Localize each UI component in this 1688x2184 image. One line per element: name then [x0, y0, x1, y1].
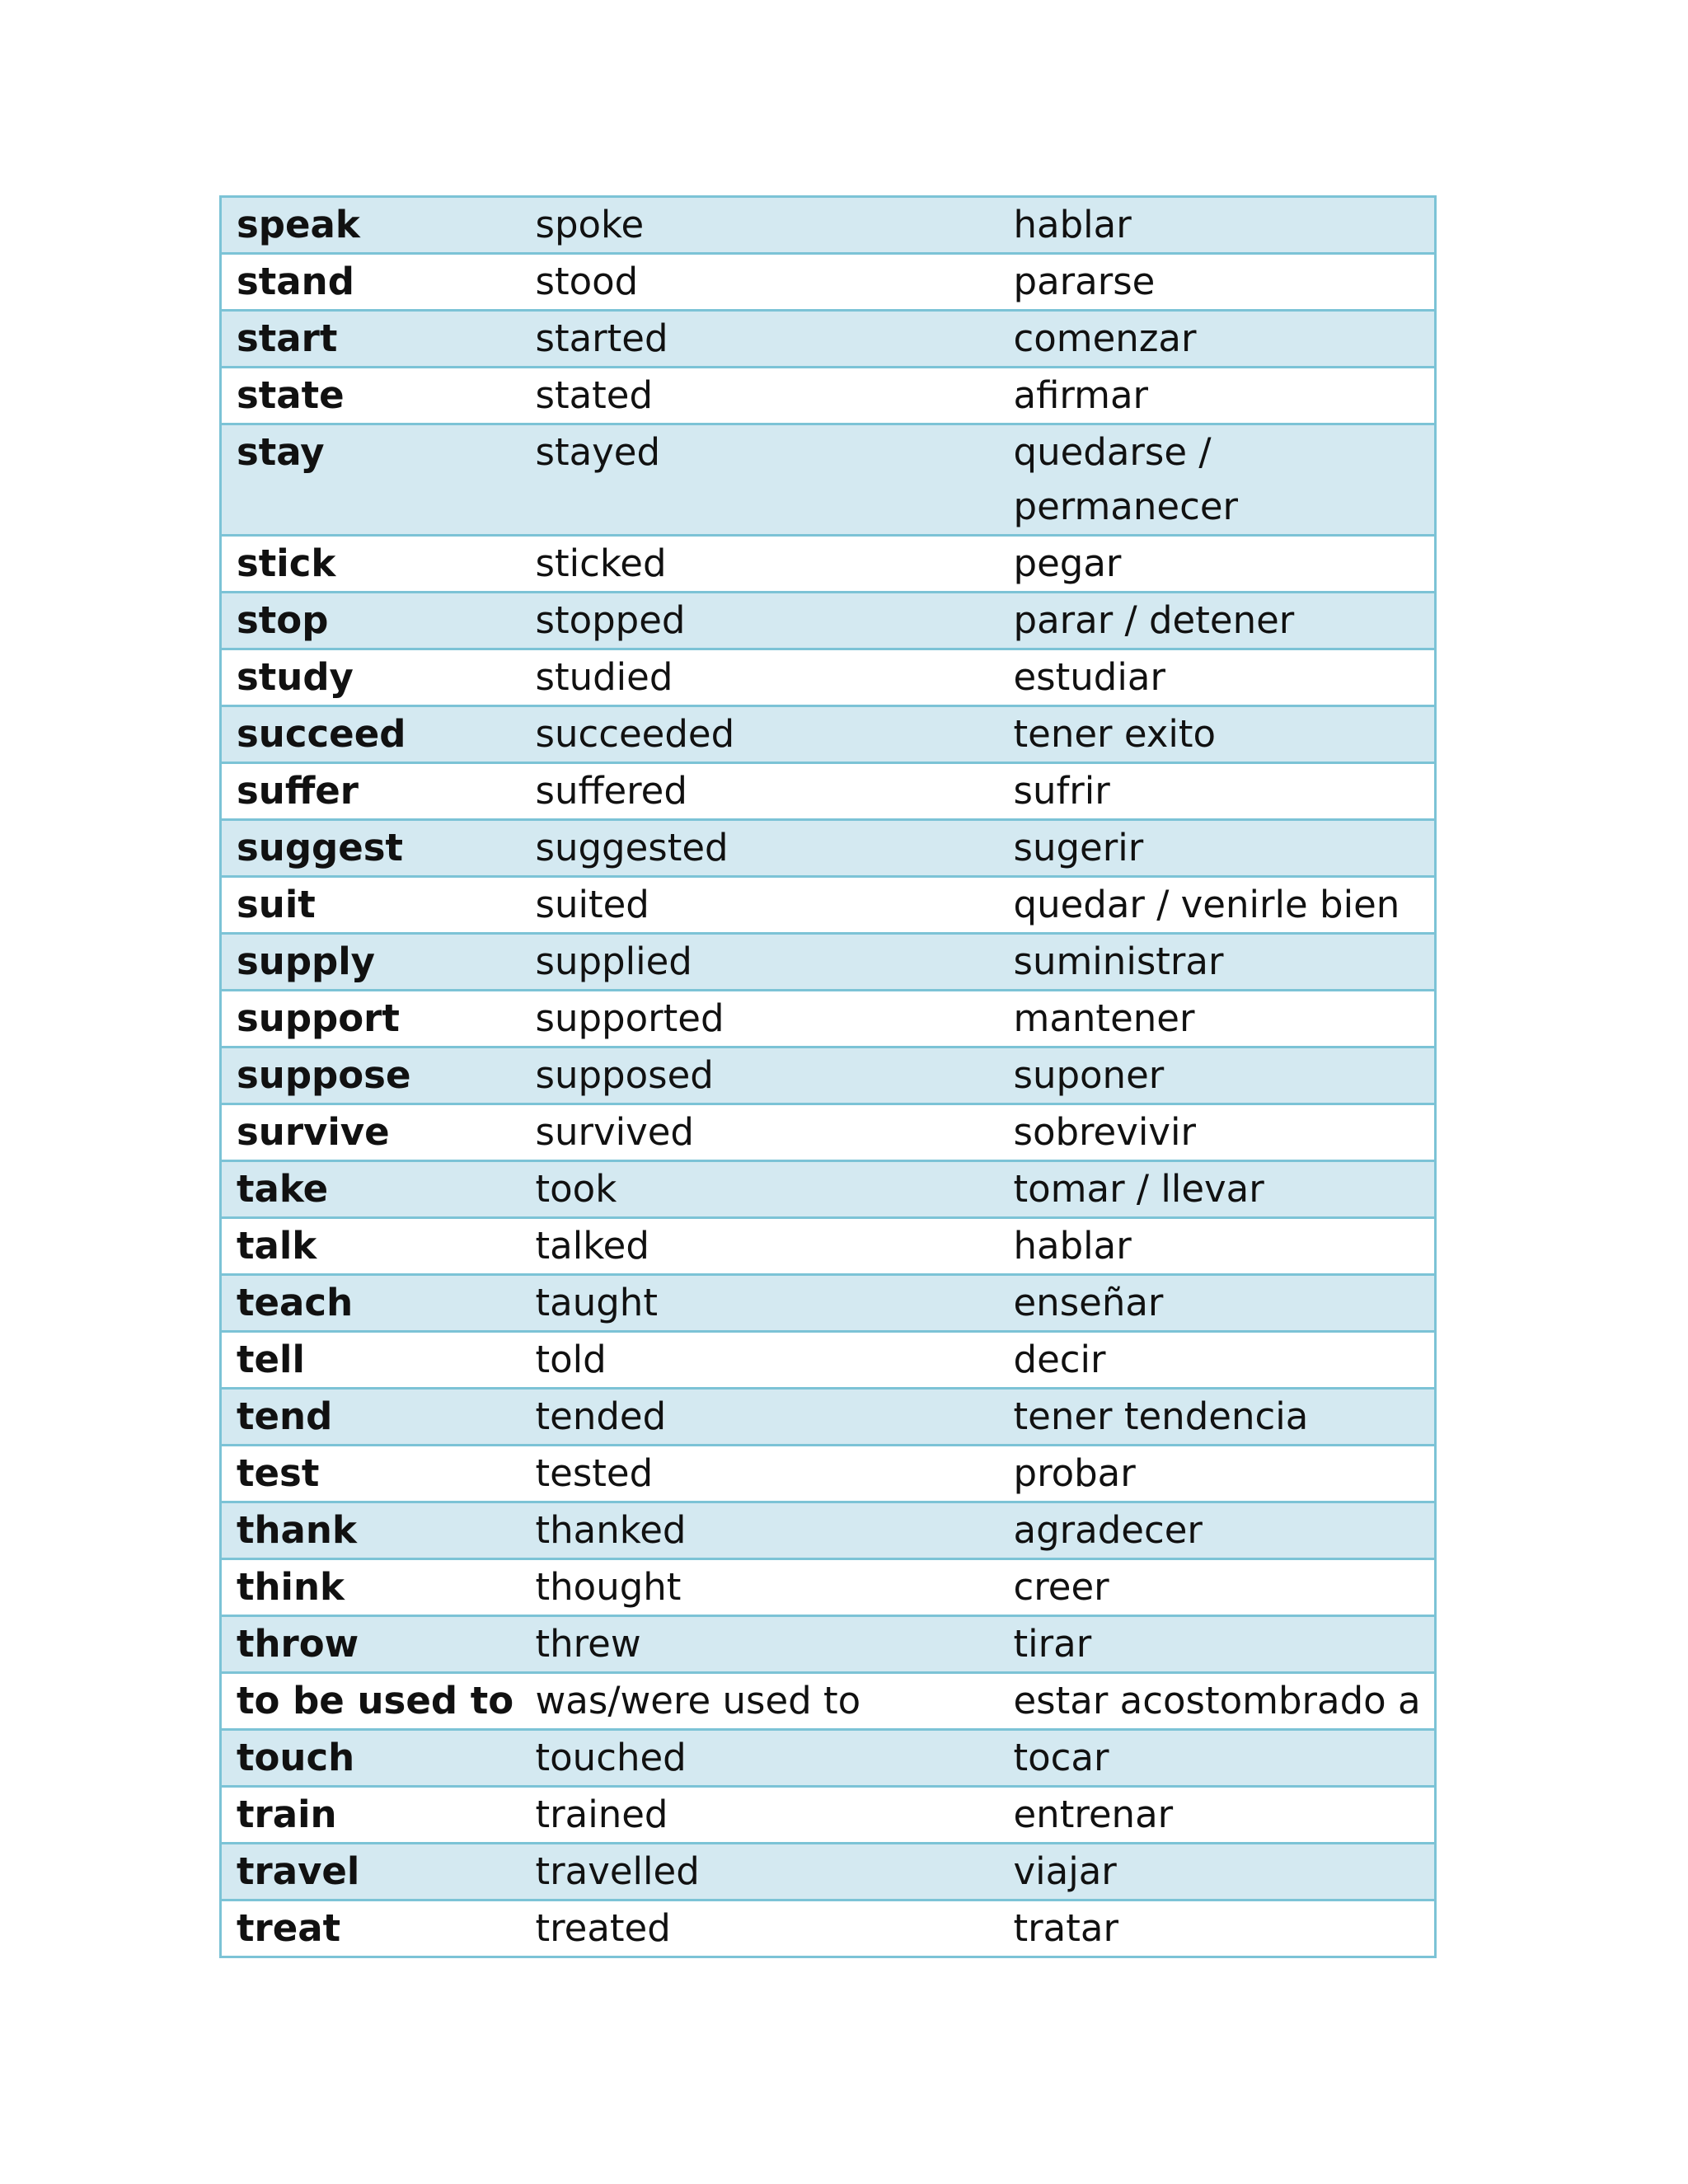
cell-base-verb: think: [221, 1559, 521, 1616]
table-row: [221, 1502, 1436, 1559]
cell-base-verb: test: [221, 1446, 521, 1502]
table-row: [221, 1900, 1436, 1957]
table-row: [221, 197, 1436, 254]
cell-past-tense: supposed: [521, 1047, 999, 1104]
cell-past-tense: suited: [521, 877, 999, 934]
cell-past-tense: stood: [521, 254, 999, 311]
cell-spanish-translation: parar / detener: [999, 593, 1436, 649]
table-row: [221, 254, 1436, 311]
cell-spanish-translation: entrenar: [999, 1787, 1436, 1844]
cell-spanish-translation: sufrir: [999, 763, 1436, 820]
table-row: [221, 1730, 1436, 1787]
cell-spanish-translation: enseñar: [999, 1275, 1436, 1332]
cell-past-tense: suggested: [521, 820, 999, 877]
table-row: [221, 1616, 1436, 1673]
cell-spanish-translation: mantener: [999, 991, 1436, 1047]
cell-spanish-translation: decir: [999, 1332, 1436, 1389]
table-row: [221, 820, 1436, 877]
cell-base-verb: stick: [221, 536, 521, 593]
cell-spanish-translation: tocar: [999, 1730, 1436, 1787]
cell-spanish-translation: sobrevivir: [999, 1104, 1436, 1161]
cell-past-tense: sticked: [521, 536, 999, 593]
cell-past-tense: supplied: [521, 934, 999, 991]
cell-spanish-translation: pegar: [999, 536, 1436, 593]
cell-spanish-translation: tener exito: [999, 706, 1436, 763]
cell-past-tense: tended: [521, 1389, 999, 1446]
cell-base-verb: stop: [221, 593, 521, 649]
table-row: [221, 1104, 1436, 1161]
cell-spanish-translation: hablar: [999, 1218, 1436, 1275]
cell-spanish-translation: tomar / llevar: [999, 1161, 1436, 1218]
cell-past-tense: told: [521, 1332, 999, 1389]
table-row: [221, 1047, 1436, 1104]
cell-spanish-translation: tratar: [999, 1900, 1436, 1957]
cell-spanish-translation: estudiar: [999, 649, 1436, 706]
cell-spanish-translation: pararse: [999, 254, 1436, 311]
cell-spanish-translation: quedarse / permanecer: [999, 424, 1436, 536]
table-row: [221, 368, 1436, 424]
cell-spanish-translation: afirmar: [999, 368, 1436, 424]
cell-base-verb: state: [221, 368, 521, 424]
cell-base-verb: support: [221, 991, 521, 1047]
table-row: [221, 1446, 1436, 1502]
cell-past-tense: studied: [521, 649, 999, 706]
cell-past-tense: thought: [521, 1559, 999, 1616]
cell-base-verb: stand: [221, 254, 521, 311]
verb-table-body: [221, 197, 1436, 1957]
cell-base-verb: tell: [221, 1332, 521, 1389]
cell-base-verb: start: [221, 311, 521, 368]
cell-spanish-translation: tirar: [999, 1616, 1436, 1673]
cell-base-verb: stay: [221, 424, 521, 536]
verb-table: [219, 195, 1437, 1958]
cell-spanish-translation: quedar / venirle bien: [999, 877, 1436, 934]
cell-base-verb: suffer: [221, 763, 521, 820]
cell-spanish-translation: comenzar: [999, 311, 1436, 368]
cell-past-tense: taught: [521, 1275, 999, 1332]
cell-base-verb: treat: [221, 1900, 521, 1957]
cell-past-tense: tested: [521, 1446, 999, 1502]
cell-spanish-translation: probar: [999, 1446, 1436, 1502]
table-row: [221, 763, 1436, 820]
cell-base-verb: succeed: [221, 706, 521, 763]
cell-spanish-translation: suministrar: [999, 934, 1436, 991]
cell-past-tense: treated: [521, 1900, 999, 1957]
cell-base-verb: suit: [221, 877, 521, 934]
cell-past-tense: supported: [521, 991, 999, 1047]
table-row: [221, 706, 1436, 763]
table-row: [221, 1161, 1436, 1218]
cell-base-verb: teach: [221, 1275, 521, 1332]
cell-past-tense: touched: [521, 1730, 999, 1787]
table-row: [221, 1787, 1436, 1844]
cell-base-verb: to be used to: [221, 1673, 521, 1730]
cell-base-verb: survive: [221, 1104, 521, 1161]
cell-spanish-translation: creer: [999, 1559, 1436, 1616]
table-row: [221, 649, 1436, 706]
cell-past-tense: was/were used to: [521, 1673, 999, 1730]
cell-past-tense: started: [521, 311, 999, 368]
cell-base-verb: travel: [221, 1844, 521, 1900]
table-row: [221, 424, 1436, 536]
table-row: [221, 593, 1436, 649]
table-row: [221, 311, 1436, 368]
cell-past-tense: threw: [521, 1616, 999, 1673]
cell-base-verb: suppose: [221, 1047, 521, 1104]
cell-spanish-translation: tener tendencia: [999, 1389, 1436, 1446]
cell-base-verb: suggest: [221, 820, 521, 877]
cell-spanish-translation: agradecer: [999, 1502, 1436, 1559]
cell-spanish-translation: viajar: [999, 1844, 1436, 1900]
table-row: [221, 1559, 1436, 1616]
cell-past-tense: stayed: [521, 424, 999, 536]
table-row: [221, 934, 1436, 991]
table-row: [221, 1673, 1436, 1730]
cell-base-verb: thank: [221, 1502, 521, 1559]
cell-base-verb: supply: [221, 934, 521, 991]
cell-past-tense: thanked: [521, 1502, 999, 1559]
cell-past-tense: spoke: [521, 197, 999, 254]
cell-base-verb: speak: [221, 197, 521, 254]
cell-spanish-translation: estar acostombrado a: [999, 1673, 1436, 1730]
cell-past-tense: stated: [521, 368, 999, 424]
cell-past-tense: took: [521, 1161, 999, 1218]
cell-base-verb: throw: [221, 1616, 521, 1673]
cell-past-tense: suffered: [521, 763, 999, 820]
cell-spanish-translation: suponer: [999, 1047, 1436, 1104]
cell-base-verb: talk: [221, 1218, 521, 1275]
table-row: [221, 1275, 1436, 1332]
table-row: [221, 1218, 1436, 1275]
cell-base-verb: tend: [221, 1389, 521, 1446]
cell-spanish-translation: sugerir: [999, 820, 1436, 877]
cell-spanish-translation: hablar: [999, 197, 1436, 254]
cell-past-tense: talked: [521, 1218, 999, 1275]
table-row: [221, 1844, 1436, 1900]
cell-base-verb: train: [221, 1787, 521, 1844]
table-row: [221, 1389, 1436, 1446]
cell-past-tense: stopped: [521, 593, 999, 649]
table-row: [221, 877, 1436, 934]
cell-base-verb: touch: [221, 1730, 521, 1787]
cell-base-verb: take: [221, 1161, 521, 1218]
table-row: [221, 1332, 1436, 1389]
cell-past-tense: trained: [521, 1787, 999, 1844]
cell-past-tense: travelled: [521, 1844, 999, 1900]
table-row: [221, 991, 1436, 1047]
cell-base-verb: study: [221, 649, 521, 706]
cell-past-tense: survived: [521, 1104, 999, 1161]
cell-past-tense: succeeded: [521, 706, 999, 763]
table-row: [221, 536, 1436, 593]
